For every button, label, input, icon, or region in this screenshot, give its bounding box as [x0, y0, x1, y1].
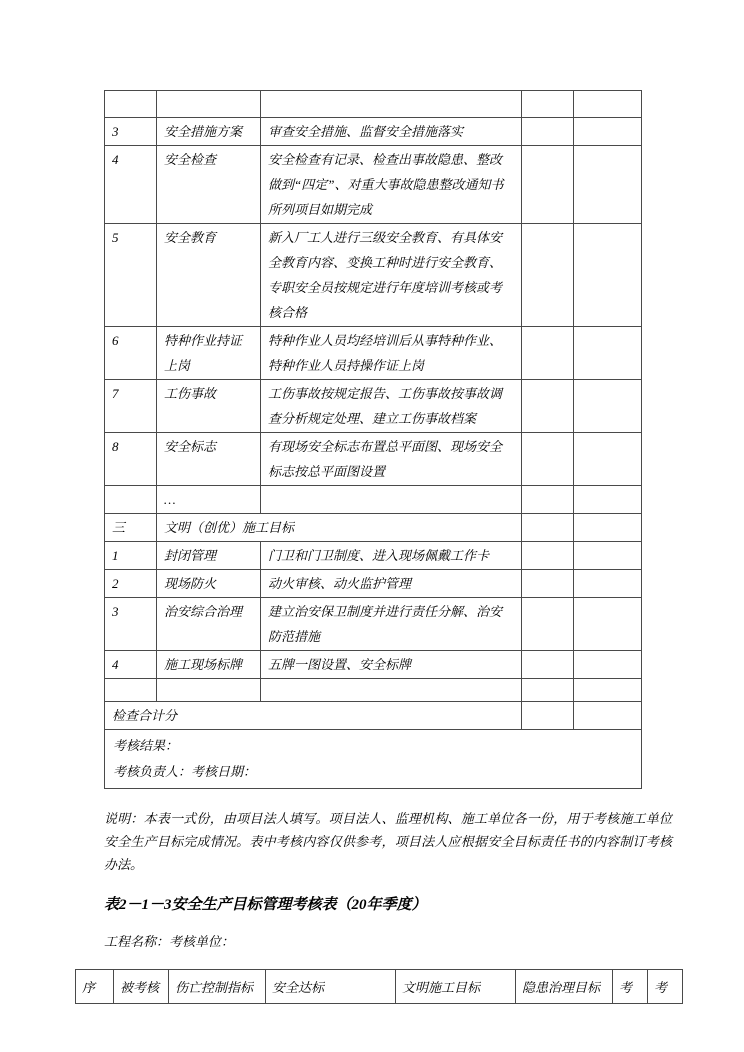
header-row [76, 970, 683, 1004]
score-cell [522, 598, 574, 651]
row-number-cell: 7 [105, 380, 157, 433]
item-name-cell: 治安综合治理 [157, 598, 261, 651]
assessor-date-label: 考核负责人：考核日期： [113, 764, 257, 779]
subtotal-row [105, 702, 642, 730]
item-name-cell: 安全教育 [157, 224, 261, 327]
score-cell [522, 380, 574, 433]
row-number-cell: 4 [105, 651, 157, 679]
row-number-cell: 8 [105, 433, 157, 486]
item-name-cell: … [157, 486, 261, 514]
row-number-cell [105, 91, 157, 118]
table-row [105, 118, 642, 146]
table-row [105, 433, 642, 486]
item-name-cell [157, 91, 261, 118]
criteria-cell: 安全检查有记录、检查出事故隐患、整改做到“四定”、对重大事故隐患整改通知书所列项目如期完成 [261, 146, 522, 224]
criteria-cell: 有现场安全标志布置总平面图、现场安全标志按总平面图设置 [261, 433, 522, 486]
result-row [105, 730, 642, 789]
remark-cell [574, 380, 642, 433]
remark-cell [574, 651, 642, 679]
table-row-ellipsis [105, 486, 642, 514]
remark-cell [574, 118, 642, 146]
empty-row [105, 679, 642, 702]
table-row [105, 327, 642, 380]
item-name-cell: 封闭管理 [157, 542, 261, 570]
col-header-casualty-control: 伤亡控制指标 [169, 970, 266, 1004]
subtotal-label-cell: 检查合计分 [105, 702, 522, 730]
criteria-cell: 五牌一图设置、安全标牌 [261, 651, 522, 679]
item-name-cell: 现场防火 [157, 570, 261, 598]
table-row [105, 91, 642, 118]
score-cell [522, 433, 574, 486]
remark-cell [574, 146, 642, 224]
row-number-cell: 1 [105, 542, 157, 570]
score-cell [522, 542, 574, 570]
row-number-cell: 2 [105, 570, 157, 598]
criteria-cell: 审查安全措施、监督安全措施落实 [261, 118, 522, 146]
row-number-cell [105, 486, 157, 514]
row-number-cell: 3 [105, 118, 157, 146]
item-name-cell: 安全措施方案 [157, 118, 261, 146]
score-cell [522, 486, 574, 514]
remark-cell [574, 91, 642, 118]
row-number-cell: 5 [105, 224, 157, 327]
remark-cell [574, 486, 642, 514]
table-heading: 表2－1－3安全生产目标管理考核表（20年季度） [104, 897, 427, 913]
remark-cell [574, 570, 642, 598]
safety-target-assessment-table [104, 90, 642, 789]
score-cell [522, 91, 574, 118]
col-header-assess-2: 考 [648, 970, 683, 1004]
quarterly-assessment-table [75, 969, 683, 1004]
criteria-cell [261, 679, 522, 702]
remark-cell [574, 679, 642, 702]
score-cell [522, 118, 574, 146]
criteria-cell: 建立治安保卫制度并进行责任分解、治安防范措施 [261, 598, 522, 651]
criteria-cell: 门卫和门卫制度、进入现场佩戴工作卡 [261, 542, 522, 570]
remark-cell [574, 327, 642, 380]
table-row [105, 146, 642, 224]
remark-cell [574, 542, 642, 570]
score-cell [522, 146, 574, 224]
col-header-hazard-treatment: 隐患治理目标 [516, 970, 613, 1004]
score-cell [522, 570, 574, 598]
table-row [105, 651, 642, 679]
explanatory-note: 说明：本表一式份，由项目法人填写。项目法人、监理机构、施工单位各一份，用于考核施工单位安全生产目标完成情况。表中考核内容仅供参考，项目法人应根据安全目标责任书的内容制订考核办法。 [104, 811, 672, 872]
row-number-cell: 4 [105, 146, 157, 224]
remark-cell [574, 598, 642, 651]
score-cell [522, 651, 574, 679]
col-header-civilized-construction: 文明施工目标 [396, 970, 516, 1004]
result-cell [105, 730, 642, 789]
row-number-cell: 3 [105, 598, 157, 651]
criteria-cell: 特种作业人员均经培训后从事特种作业、特种作业人员持操作证上岗 [261, 327, 522, 380]
remark-cell [574, 224, 642, 327]
col-header-safety-standard: 安全达标 [266, 970, 396, 1004]
table-row [105, 224, 642, 327]
score-cell [522, 224, 574, 327]
table-row [105, 542, 642, 570]
criteria-cell: 工伤事故按规定报告、工伤事故按事故调查分析规定处理、建立工伤事故档案 [261, 380, 522, 433]
row-number-cell: 6 [105, 327, 157, 380]
table-row [105, 598, 642, 651]
col-header-assess-1: 考 [613, 970, 648, 1004]
table-row [105, 570, 642, 598]
remark-cell [574, 702, 642, 730]
criteria-cell: 新入厂工人进行三级安全教育、有具体安全教育内容、变换工种时进行安全教育、专职安全员按规定进行年度培训考核或考核合格 [261, 224, 522, 327]
criteria-cell [261, 91, 522, 118]
section-row [105, 514, 642, 542]
item-name-cell [157, 679, 261, 702]
row-number-cell [105, 679, 157, 702]
col-header-assessed-unit: 被考核 [114, 970, 169, 1004]
remark-cell [574, 514, 642, 542]
criteria-cell [261, 486, 522, 514]
criteria-cell: 动火审核、动火监护管理 [261, 570, 522, 598]
score-cell [522, 679, 574, 702]
col-header-seq: 序 [76, 970, 114, 1004]
score-cell [522, 702, 574, 730]
remark-cell [574, 433, 642, 486]
section-number-cell: 三 [105, 514, 157, 542]
score-cell [522, 514, 574, 542]
section-title-cell: 文明（创优）施工目标 [157, 514, 522, 542]
item-name-cell: 安全标志 [157, 433, 261, 486]
item-name-cell: 工伤事故 [157, 380, 261, 433]
item-name-cell: 安全检查 [157, 146, 261, 224]
item-name-cell: 特种作业持证上岗 [157, 327, 261, 380]
item-name-cell: 施工现场标牌 [157, 651, 261, 679]
table-row [105, 380, 642, 433]
assessment-result-label: 考核结果： [113, 738, 179, 753]
project-name-line: 工程名称：考核单位： [104, 934, 235, 949]
score-cell [522, 327, 574, 380]
